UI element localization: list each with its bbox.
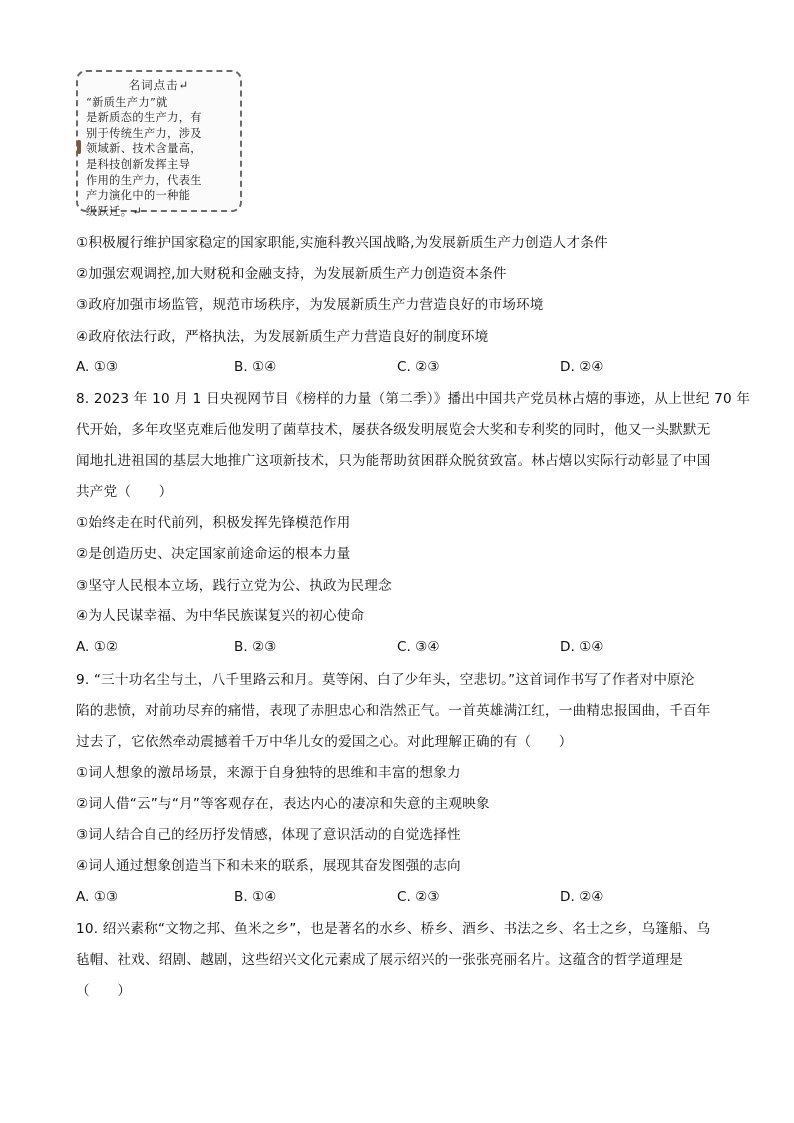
q8-option-a[interactable]: A. ①② [76, 639, 119, 655]
note-line: 是科技创新发挥主导 [86, 157, 191, 171]
q9-options [76, 888, 736, 906]
term-note-box [76, 70, 242, 218]
q8-option-c[interactable]: C. ③④ [397, 639, 440, 655]
q8-option-b[interactable]: B. ②③ [234, 639, 277, 655]
q9-item-1: ①词人想象的激昂场景，来源于自身独特的思维和丰富的想象力 [76, 765, 461, 781]
q7-item-1: ①积极履行维护国家稳定的国家职能,实施科教兴国战略,为发展新质生产力创造人才条件 [76, 235, 608, 251]
q10-stem-line-1: 10. 绍兴素称“文物之邦、鱼米之乡”，也是著名的水乡、桥乡、酒乡、书法之乡、名士之乡，乌篷船、乌 [76, 921, 711, 937]
q9-stem-line-3: 过去了，它依然牵动震撼着千万中华儿女的爱国之心。对此理解正确的有（ ） [76, 734, 573, 750]
q9-item-4: ④词人通过想象创造当下和未来的联系，展现其奋发图强的志向 [76, 858, 461, 874]
q7-options [76, 358, 736, 376]
q8-item-3: ③坚守人民根本立场，践行立党为公、执政为民理念 [76, 578, 392, 594]
q8-stem-line-1: 8. 2023 年 10 月 1 日央视网节目《榜样的力量（第二季）》播出中国共产党员林占熺的事迹，从上世纪 70 年 [76, 391, 751, 407]
q9-stem-line-2: 陷的悲愤，对前功尽弃的痛惜，表现了赤胆忠心和浩然正气。一首英雄满江红，一曲精忠报国曲，千百年 [76, 703, 711, 719]
note-line: 作用的生产力，代表生 [86, 173, 202, 187]
q8-options [76, 638, 736, 656]
q8-stem-line-2: 代开始，多年攻坚克难后他发明了菌草技术，屡获各级发明展览会大奖和专利奖的同时，他又一头默默无 [76, 422, 711, 438]
q9-option-a[interactable]: A. ①③ [76, 889, 119, 905]
q9-item-2: ②词人借“云”与“月”等客观存在，表达内心的凄凉和失意的主观映象 [76, 796, 490, 812]
q7-item-3: ③政府加强市场监管，规范市场秩序，为发展新质生产力营造良好的市场环境 [76, 297, 544, 313]
q9-item-3: ③词人结合自己的经历抒发情感，体现了意识活动的自觉选择性 [76, 827, 461, 843]
q7-item-2: ②加强宏观调控,加大财税和金融支持，为发展新质生产力创造资本条件 [76, 266, 507, 282]
q7-option-d[interactable]: D. ②④ [560, 359, 604, 375]
note-line: 是新质态的生产力，有 [86, 111, 202, 125]
q9-option-b[interactable]: B. ①④ [234, 889, 277, 905]
q9-option-d[interactable]: D. ②④ [560, 889, 604, 905]
q9-option-c[interactable]: C. ②③ [397, 889, 440, 905]
q9-stem-line-1: 9. “三十功名尘与土，八千里路云和月。莫等闲、白了少年头，空悲切。”这首词作书写了作者对中原沦 [76, 672, 695, 688]
note-title: 名词点击↵ [128, 78, 190, 92]
note-line: “新质生产力”就 [86, 95, 168, 109]
scan-mark [77, 140, 81, 154]
q8-item-2: ②是创造历史、决定国家前途命运的根本力量 [76, 546, 351, 562]
note-line: 领域新、技术含量高， [86, 142, 202, 156]
q10-stem-line-3: （ ） [76, 983, 132, 999]
q7-option-a[interactable]: A. ①③ [76, 359, 119, 375]
q7-option-c[interactable]: C. ②③ [397, 359, 440, 375]
q8-option-d[interactable]: D. ①④ [560, 639, 604, 655]
q7-item-4: ④政府依法行政，严格执法，为发展新质生产力营造良好的制度环境 [76, 329, 489, 345]
q7-option-b[interactable]: B. ①④ [234, 359, 277, 375]
note-line: 级跃迁。↵ [86, 204, 143, 218]
q8-item-1: ①始终走在时代前列，积极发挥先锋模范作用 [76, 515, 351, 531]
q8-item-4: ④为人民谋幸福、为中华民族谋复兴的初心使命 [76, 608, 365, 624]
note-line: 别于传统生产力，涉及 [86, 126, 202, 140]
q8-stem-line-4: 共产党（ ） [76, 484, 173, 500]
note-line: 产力演化中的一种能 [86, 189, 191, 203]
q8-stem-line-3: 闻地扎进祖国的基层大地推广这项新技术，只为能帮助贫困群众脱贫致富。林占熺以实际行动彰显了中国 [76, 453, 711, 469]
q10-stem-line-2: 毡帽、社戏、绍剧、越剧，这些绍兴文化元素成了展示绍兴的一张张亮丽名片。这蕴含的哲学道理是 [76, 952, 683, 968]
